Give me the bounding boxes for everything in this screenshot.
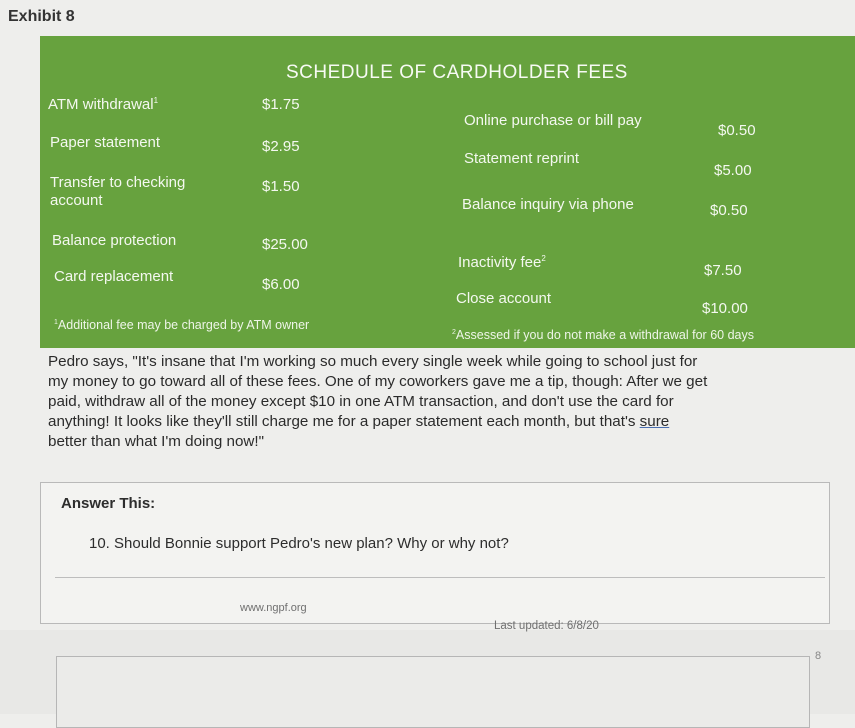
fee-name-balance-inquiry: Balance inquiry via phone (462, 196, 634, 213)
fee-name-transfer-to-checking: Transfer to checking account (50, 174, 186, 209)
fee-amount-card-replacement: $6.00 (262, 276, 300, 293)
fee-amount-balance-protection: $25.00 (262, 236, 308, 253)
quote-line: better than what I'm doing now!" (48, 433, 264, 450)
answer-box (40, 482, 830, 624)
underlined-word: sure (639, 413, 670, 430)
fee-name-online-purchase: Online purchase or bill pay (464, 112, 642, 129)
next-page-box (56, 656, 810, 728)
answer-heading: Answer This: (61, 495, 156, 512)
fee-amount-statement-reprint: $5.00 (714, 162, 752, 179)
fee-name-close-account: Close account (456, 290, 552, 307)
fee-schedule-panel (40, 36, 855, 348)
quote-line: paid, withdraw all of the money except $10 in one ATM transaction, and don't use the card for (48, 393, 674, 410)
pedro-quote (48, 352, 848, 452)
fee-name-balance-protection: Balance protection (52, 232, 177, 249)
fee-amount-atm-withdrawal: $1.75 (262, 96, 300, 113)
fee-name-paper-statement: Paper statement (50, 134, 161, 151)
fee-name-card-replacement: Card replacement (54, 268, 174, 285)
footnote-atm-owner: $^1$Additional fee may be charged by ATM owner (54, 318, 310, 332)
quote-line: my money to go toward all of these fees. One of my coworkers gave me a tip, though: After we get (48, 373, 708, 390)
page-number: 8 (815, 650, 822, 662)
question-10: 10. Should Bonnie support Pedro's new plan? Why or why not? (89, 535, 509, 552)
quote-line: anything! It looks like they'll still charge me for a paper statement each month, but that's sure (48, 413, 670, 430)
fee-amount-balance-inquiry: $0.50 (710, 202, 748, 219)
footer-last-updated: Last updated: 6/8/20 (494, 620, 599, 632)
fee-amount-transfer-to-checking: $1.50 (262, 178, 300, 195)
fee-schedule-title: SCHEDULE OF CARDHOLDER FEES (286, 62, 628, 83)
fee-name-inactivity: Inactivity fee$^2$ (458, 254, 546, 271)
answer-divider (55, 577, 825, 578)
fee-amount-online-purchase: $0.50 (718, 122, 756, 139)
fee-name-atm-withdrawal: ATM withdrawal$^1$ (48, 96, 159, 113)
quote-line: Pedro says, "It's insane that I'm working so much every single week while going to school just for (48, 353, 698, 370)
fee-name-statement-reprint: Statement reprint (464, 150, 580, 167)
footer-website: www.ngpf.org (240, 602, 307, 614)
fee-amount-inactivity: $7.50 (704, 262, 742, 279)
fee-amount-paper-statement: $2.95 (262, 138, 300, 155)
fee-amount-close-account: $10.00 (702, 300, 748, 317)
exhibit-label: Exhibit 8 (8, 8, 75, 25)
footnote-inactivity: $^2$Assessed if you do not make a withdrawal for 60 days (452, 328, 754, 342)
